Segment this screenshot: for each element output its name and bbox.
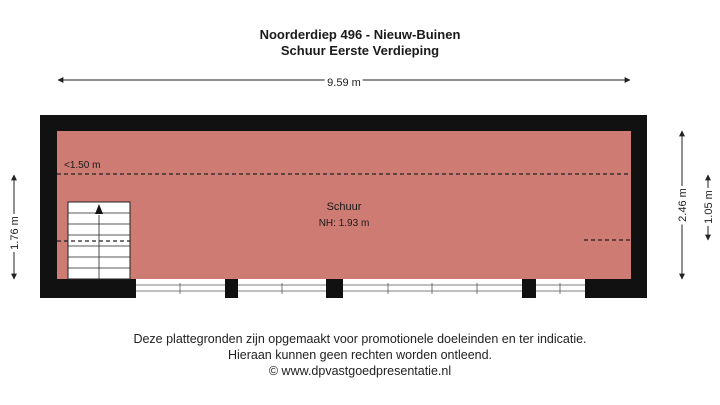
front-windows <box>136 279 585 298</box>
right-inner-dimension-label: 1.05 m <box>703 190 715 224</box>
ceiling-note-label: <1.50 m <box>64 160 101 171</box>
room-height-label: NH: 1.93 m <box>318 218 370 229</box>
right-outer-dimension-label: 2.46 m <box>677 188 689 222</box>
room-name-label: Schuur <box>326 201 362 213</box>
left-dimension-label: 1.76 m <box>9 216 21 250</box>
width-dimension-label: 9.59 m <box>327 77 361 89</box>
plan-address-title: Noorderdiep 496 - Nieuw-Buinen <box>259 27 461 42</box>
disclaimer-line-2: Hieraan kunnen geen rechten worden ontleend. <box>227 348 493 362</box>
disclaimer-line-1: Deze plattegronden zijn opgemaakt voor promotionele doeleinden en ter indicatie. <box>133 332 587 346</box>
copyright-line: © www.dpvastgoedpresentatie.nl <box>268 364 452 378</box>
plan-floor-title: Schuur Eerste Verdieping <box>280 43 440 58</box>
